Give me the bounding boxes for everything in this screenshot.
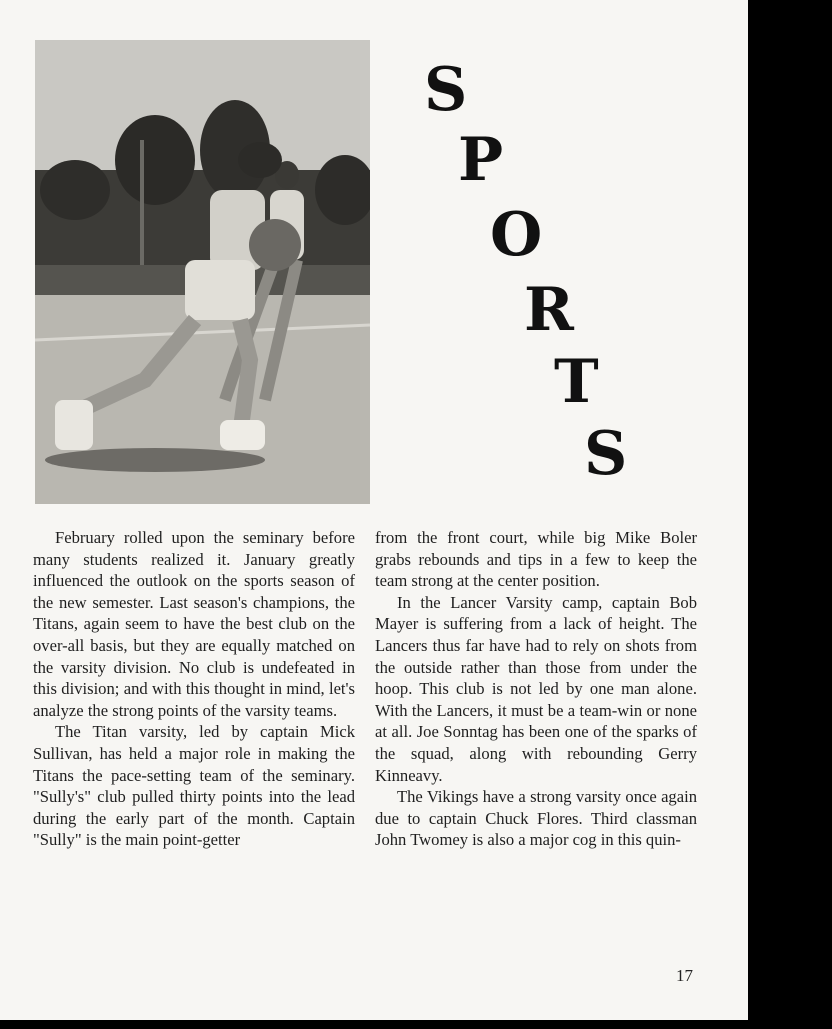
article-paragraph: February rolled upon the seminary before many students realized it. January greatly influenced the outlook on the sports season of the new semester. Last season's champions, the Titans, again seem to have the best club on the over-all basis, but they are equally matched on the varsity division. No club is undefeated in this division; and with this thought in mind, let's analyze the strong points of the varsity teams. [33,528,355,720]
heading-letter: O [490,200,543,270]
basketball-photo-image [35,40,370,504]
article-paragraph: The Vikings have a strong varsity once again due to captain Chuck Flores. Third classman John Twomey is also a major cog in this quin- [375,787,697,850]
heading-letter: T [554,347,599,417]
article-left-column [33,527,355,851]
heading-letter: P [458,125,504,195]
article-paragraph: In the Lancer Varsity camp, captain Bob Mayer is suffering from a lack of height. The Lancers thus far have had to rely on shots from the outside rather than those from under the hoop. This club is not led by one man alone. With the Lancers, it must be a team-win or none at all. Joe Sonntag has been one of the sparks of the squad, along with rebounding Gerry Kinneavy. [375,592,697,785]
heading-letter: R [524,275,574,345]
heading-letter: S [584,419,628,489]
basketball-photo [35,40,370,504]
scan-border-right [748,0,832,1029]
scan-border-bottom [0,1020,832,1029]
article-paragraph: from the front court, while big Mike Boler grabs rebounds and tips in a few to keep the team strong at the center position. [375,528,697,591]
page-number: 17 [676,966,693,985]
heading-letter: S [424,55,468,125]
article-right-column [375,527,697,851]
article-paragraph: The Titan varsity, led by captain Mick Sullivan, has held a major role in making the Titans the pace-setting team of the seminary. "Sully's" club pulled thirty points into the lead during the early part of the month. Captain "Sully" is the main point-getter [33,722,355,850]
